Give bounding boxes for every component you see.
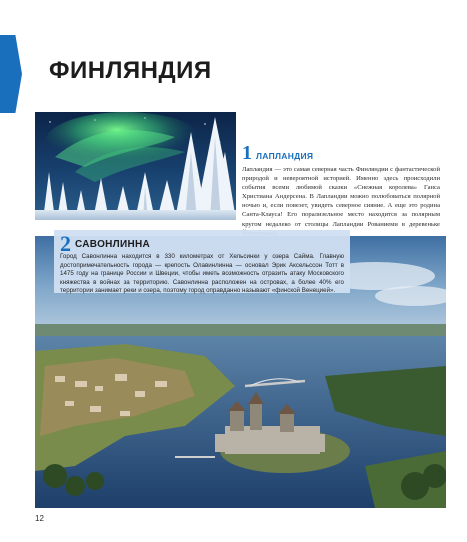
lapland-aurora-photo <box>35 112 236 220</box>
savonlinna-body-text: Город Савонлинна находится в 330 километрах от Хельсинки у озера Сайма. Главную достопримечательность города — крепость Олавинлинна — основал Эрик Аксельссон Тотт в 1475 году на границе России и Швеции, чтобы иметь возможность отразить атаку Московского княжества в войнах за территорию. Савонлинна расположен на островах, а более 40% его территории занимает реки и озера, поэтому город оправданно называют «финской Венецией». <box>60 253 344 295</box>
lapland-number: 1 <box>242 142 252 164</box>
savonlinna-info-box <box>54 230 350 293</box>
savonlinna-heading <box>60 231 344 256</box>
savonlinna-title: САВОНЛИННА <box>75 238 151 250</box>
lapland-section <box>242 142 440 238</box>
lapland-heading <box>242 142 440 164</box>
page-title: ФИНЛЯНДИЯ <box>49 57 212 84</box>
page-number: 12 <box>35 514 44 523</box>
savonlinna-number: 2 <box>60 231 71 256</box>
lapland-body-text: Лапландия — это самая северная часть Финляндии с фантастической природой и невероятной историей. Именно здесь происходили события всеми любимой сказки «Снежная королева» Ганса Христиана Андерсена. В Лапландии можно полюбоваться полярной ночью и, если повезет, увидеть северное сияние. А еще это родина Санта-Клауса! Его порализельное место находится за полярным кругом недалеко от столицы Лапландии Рованиеми в деревеньке <box>242 166 440 228</box>
lapland-title: ЛАПЛАНДИЯ <box>256 151 314 161</box>
chapter-tab-marker <box>0 35 22 113</box>
